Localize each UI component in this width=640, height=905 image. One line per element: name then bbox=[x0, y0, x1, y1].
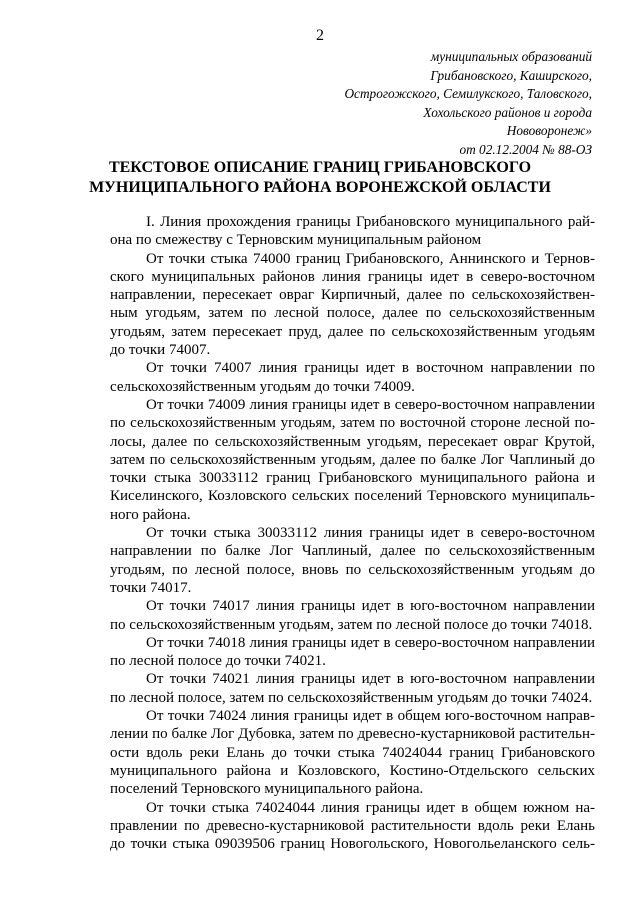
paragraph-line: От точки 74007 линия границы идет в восточном направлении по bbox=[146, 360, 595, 377]
paragraph-line: до точки стыка 09039506 границ Новогольского, Новогольеланского сель- bbox=[110, 836, 595, 853]
paragraph bbox=[110, 213, 595, 250]
header-line: муниципальных образований bbox=[430, 49, 592, 64]
paragraph-line: она по смежеству с Терновским муниципальным районом bbox=[110, 232, 482, 249]
paragraph-line: угодьям, затем пересекает пруд, далее по сельскохозяйственным угодьям bbox=[110, 323, 595, 340]
page-number: 2 bbox=[316, 27, 324, 44]
paragraph-line: лении по балке Лог Дубовка, затем по древесно-кустарниковой растительн- bbox=[110, 726, 595, 743]
paragraph-line: лосы, далее по сельскохозяйственным угодьям, пересекает овраг Крутой, bbox=[110, 433, 595, 450]
paragraph-line: поселений Терновского муниципального района. bbox=[110, 781, 424, 798]
paragraph-line: по лесной полосе до точки 74021. bbox=[110, 653, 326, 670]
paragraph-line: ского муниципальных районов линия границы идет в северо-восточном bbox=[110, 268, 595, 285]
paragraph-line: От точки стыка 30033112 линия границы идет в северо-восточном bbox=[146, 525, 595, 542]
paragraph bbox=[110, 799, 595, 854]
paragraph-line: сельскохозяйственным угодьям до точки 74009. bbox=[110, 378, 415, 395]
paragraph-line: правлении по древесно-кустарниковой растительности вдоль реки Елань bbox=[110, 817, 595, 834]
paragraph-line: точки стыка 30033112 границ Грибановского муниципального района и bbox=[110, 470, 595, 487]
paragraph bbox=[110, 524, 595, 597]
document-header bbox=[292, 48, 592, 159]
paragraph bbox=[110, 670, 595, 707]
paragraph bbox=[110, 396, 595, 524]
title-line: ТЕКСТОВОЕ ОПИСАНИЕ ГРАНИЦ ГРИБАНОВСКОГО bbox=[108, 159, 532, 176]
paragraph-line: угодьям, по лесной полосе, вновь по сельскохозяйственным угодьям до bbox=[110, 561, 595, 578]
paragraph bbox=[110, 250, 595, 360]
paragraph-line: по сельскохозяйственным угодьям, затем по лесной полосе до точки 74018. bbox=[110, 616, 593, 633]
paragraph-line: точки 74017. bbox=[110, 579, 192, 596]
paragraph bbox=[110, 359, 595, 396]
paragraph-line: ного района. bbox=[110, 506, 191, 523]
paragraph-line: Киселинского, Козловского сельских поселений Терновского муниципаль- bbox=[110, 488, 595, 505]
paragraph bbox=[110, 634, 595, 671]
paragraph bbox=[110, 597, 595, 634]
paragraph bbox=[110, 707, 595, 798]
paragraph-line: ости вдоль реки Елань до точки стыка 74024044 границ Грибановского bbox=[110, 744, 595, 761]
header-line: Нововоронеж» bbox=[506, 123, 592, 138]
paragraph-line: От точки 74017 линия границы идет в юго-восточном направлении bbox=[146, 598, 595, 615]
paragraph-line: направлении, пересекает овраг Кирпичный, далее по сельскохозяйствен- bbox=[110, 287, 595, 304]
paragraph-line: по лесной полосе, затем по сельскохозяйственным угодьям до точки 74024. bbox=[110, 689, 593, 706]
paragraph-line: От точки 74024 линия границы идет в общем юго-восточном направ- bbox=[146, 708, 595, 725]
paragraph-line: От точки стыка 74024044 линия границы идет в общем южном на- bbox=[146, 799, 595, 816]
paragraph-line: ным угодьям, затем по лесной полосе, далее по сельскохозяйственным bbox=[110, 305, 595, 322]
paragraph-line: муниципального района и Козловского, Костино-Отдельского сельских bbox=[110, 762, 595, 779]
header-line: Грибановского, Каширского, bbox=[430, 67, 592, 83]
document-title bbox=[60, 158, 580, 198]
paragraph-line: до точки 74007. bbox=[110, 342, 211, 359]
title-line: МУНИЦИПАЛЬНОГО РАЙОНА ВОРОНЕЖСКОЙ ОБЛАСТИ bbox=[89, 179, 551, 196]
paragraph-line: направлении по балке Лог Чаплиный, далее по сельскохозяйственным bbox=[110, 543, 595, 560]
header-line: от 02.12.2004 № 88-ОЗ bbox=[459, 141, 592, 157]
paragraph-line: От точки 74009 линия границы идет в северо-восточном направлении bbox=[146, 396, 595, 413]
paragraph-line: I. Линия прохождения границы Грибановского муниципального рай- bbox=[146, 214, 595, 230]
paragraph-line: От точки 74021 линия границы идет в юго-восточном направлении bbox=[146, 671, 595, 688]
paragraph-line: по сельскохозяйственным угодьям, затем по восточной стороне лесной по- bbox=[110, 415, 595, 432]
paragraph-line: От точки 74018 линия границы идет в северо-восточном направлении bbox=[146, 634, 595, 651]
header-line: Острогожского, Семилукского, Таловского, bbox=[344, 86, 592, 101]
paragraph-line: затем по сельскохозяйственным угодьям, далее по балке Лог Чаплиный до bbox=[110, 451, 595, 468]
paragraph-line: От точки стыка 74000 границ Грибановского, Аннинского и Тернов- bbox=[146, 250, 595, 267]
header-line: Хохольского районов и города bbox=[423, 104, 592, 120]
document-body bbox=[110, 213, 595, 853]
